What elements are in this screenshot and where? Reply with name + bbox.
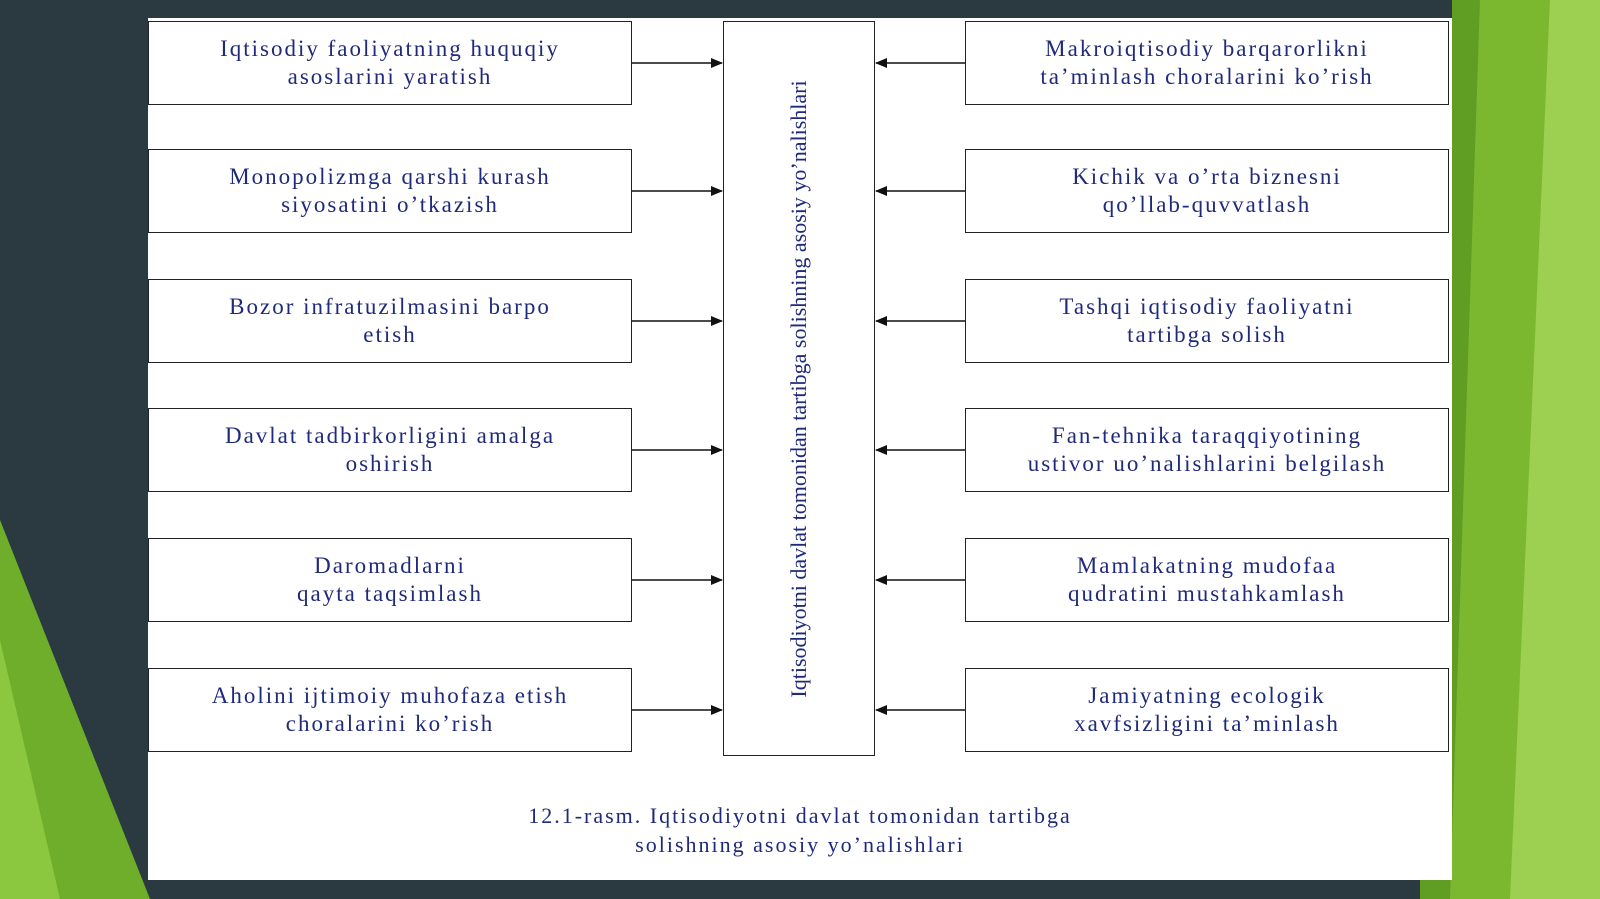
figure-caption: 12.1-rasm. Iqtisodiyotni davlat tomonidan tartibga solishning asosiy yo’nalishlari (528, 803, 1072, 857)
right-item-1-label: Makroiqtisodiy barqarorlikni ta’minlash choralarini ko’rish (1040, 36, 1374, 89)
slide-top-strip (148, 0, 1452, 18)
left-item-1-label: Iqtisodiy faoliyatning huquqiy asoslarini yaratish (220, 36, 560, 89)
background-decoration-left (0, 0, 150, 899)
slide (148, 18, 1452, 880)
left-item-5-label: Daromadlarni qayta taqsimlash (297, 553, 483, 606)
left-item-3-label: Bozor infratuzilmasini barpo etish (229, 294, 551, 347)
right-item-6-label: Jamiyatning ecologik xavfsizligini ta’minlash (1074, 683, 1340, 736)
left-item-6-label: Aholini ijtimoiy muhofaza etish choralarini ko’rish (211, 683, 569, 736)
right-item-3-label: Tashqi iqtisodiy faoliyatni tartibga solish (1059, 294, 1355, 347)
center-label: Iqtisodiyotni davlat tomonidan tartibga solishning asosiy yo’nalishlari (786, 79, 811, 698)
right-item-5-label: Mamlakatning mudofaa qudratini mustahkamlash (1068, 553, 1346, 606)
connector-arrows (148, 18, 1452, 778)
left-item-4-label: Davlat tadbirkorligini amalga oshirish (224, 423, 556, 476)
left-item-2-label: Monopolizmga qarshi kurash siyosatini o’tkazish (229, 164, 551, 217)
right-item-2-label: Kichik va o’rta biznesni qo’llab-quvvatlash (1072, 164, 1342, 217)
right-item-4-label: Fan-tehnika taraqqiyotining ustivor uo’nalishlarini belgilash (1027, 423, 1387, 476)
